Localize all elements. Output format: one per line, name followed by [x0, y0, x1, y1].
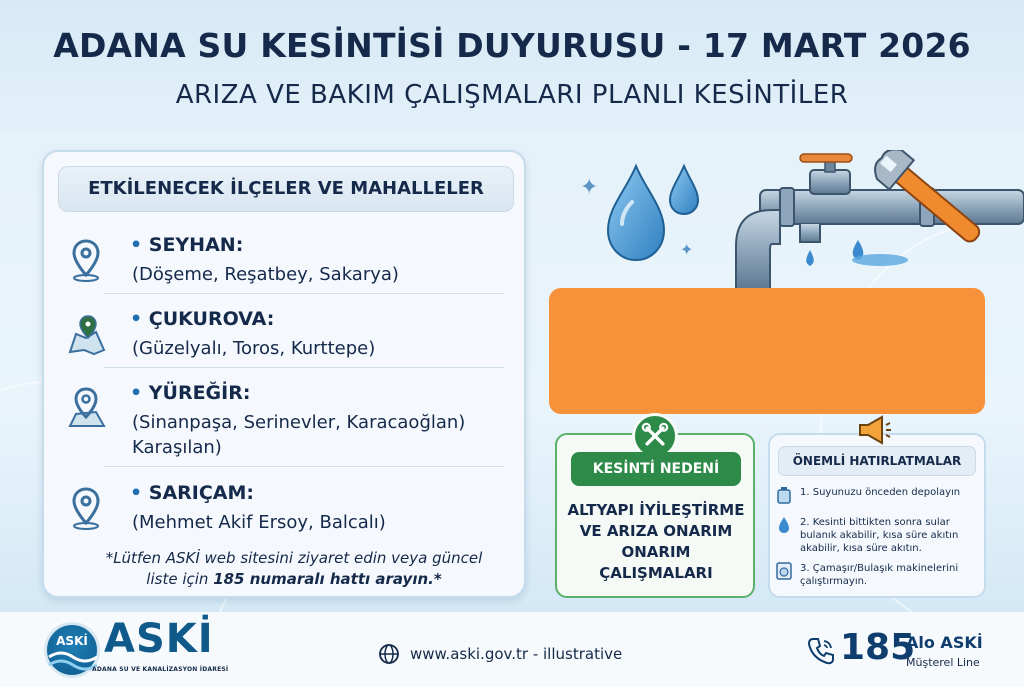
website-link[interactable] — [380, 645, 622, 663]
map-icon — [66, 312, 106, 358]
megaphone-icon — [856, 415, 892, 445]
district-neighborhoods: (Döşeme, Reşatbey, Sakarya) — [132, 264, 399, 285]
reminder-text: 1. Suyunuzu önceden depolayın — [800, 487, 961, 498]
reminders-heading: ÖNEMLİ HATIRLATMALAR — [778, 446, 976, 476]
reminder-text: 2. Kesinti bittikten sonra sular bulanık akabilir, kısa süre akıtın akabilir, kısa süre akıtın. — [800, 517, 959, 554]
district-name: • ÇUKUROVA: — [130, 308, 274, 330]
divider — [104, 293, 504, 294]
divider — [104, 466, 504, 467]
district-name: • YÜREĞİR: — [130, 382, 250, 404]
note-line-2b: 185 numaralı hattı arayın.* — [213, 570, 442, 588]
district-neighborhoods: (Güzelyalı, Toros, Kurttepe) — [132, 338, 376, 359]
water-drop-icon — [776, 516, 792, 534]
reason-text: ALTYAPI İYİLEŞTİRME VE ARIZA ONARIM ONARIM ÇALIŞMALARI — [567, 501, 745, 582]
pipe-faucet-icon — [730, 150, 1024, 290]
hotline-number[interactable]: 185 — [840, 627, 916, 668]
map-pin-icon — [66, 386, 106, 432]
reminder-text: 3. Çamaşır/Bulaşık makinelerini çalıştırmayın. — [800, 563, 959, 587]
sparkle-icon: ✦ — [580, 175, 599, 200]
note-line-1: *Lütfen ASKİ web sitesini ziyaret edin veya güncel — [105, 549, 483, 567]
water-jug-icon — [776, 486, 792, 504]
logo-wave-icon — [47, 649, 97, 673]
washing-machine-icon — [776, 562, 792, 580]
logo-badge-text: ASKİ — [56, 634, 88, 648]
water-drops-icon — [596, 160, 726, 280]
note-line-2 — [74, 569, 514, 590]
district-name: • SEYHAN: — [130, 234, 243, 256]
sparkle-icon: ✦ — [680, 240, 694, 259]
contact-note — [74, 548, 514, 590]
redacted-banner — [549, 288, 985, 414]
page-subtitle: ARIZA VE BAKIM ÇALIŞMALARI PLANLI KESİNTİLER — [175, 80, 849, 110]
phone-icon — [806, 636, 836, 666]
map-pin-icon — [66, 486, 106, 532]
logo-name: ASKİ — [104, 616, 214, 662]
districts-heading: ETKİLENECEK İLÇELER VE MAHALLELER — [58, 166, 514, 212]
logo-subtitle: ADANA SU VE KANALİZASYON İDARESİ — [92, 666, 229, 673]
note-line-2a: liste için — [146, 570, 214, 588]
website-text[interactable]: www.aski.gov.tr - illustrative — [410, 645, 623, 663]
header-band — [0, 0, 1024, 130]
districts-card — [42, 150, 526, 598]
district-name: • SARIÇAM: — [130, 482, 254, 504]
district-neighborhoods: (Mehmet Akif Ersoy, Balcalı) — [132, 512, 386, 533]
page-title: ADANA SU KESİNTİSİ DUYURUSU - 17 MART 2026 — [53, 26, 971, 65]
map-pin-icon — [66, 238, 106, 284]
hotline-subtitle: Müşterel Line — [906, 656, 980, 669]
divider — [104, 367, 504, 368]
district-neighborhoods: (Sinanpaşa, Serinevler, Karacaoğlan) Karaşılan) — [132, 412, 466, 458]
hotline-name: Alo ASKİ — [906, 633, 983, 652]
reason-heading: KESİNTİ NEDENİ — [571, 452, 741, 486]
